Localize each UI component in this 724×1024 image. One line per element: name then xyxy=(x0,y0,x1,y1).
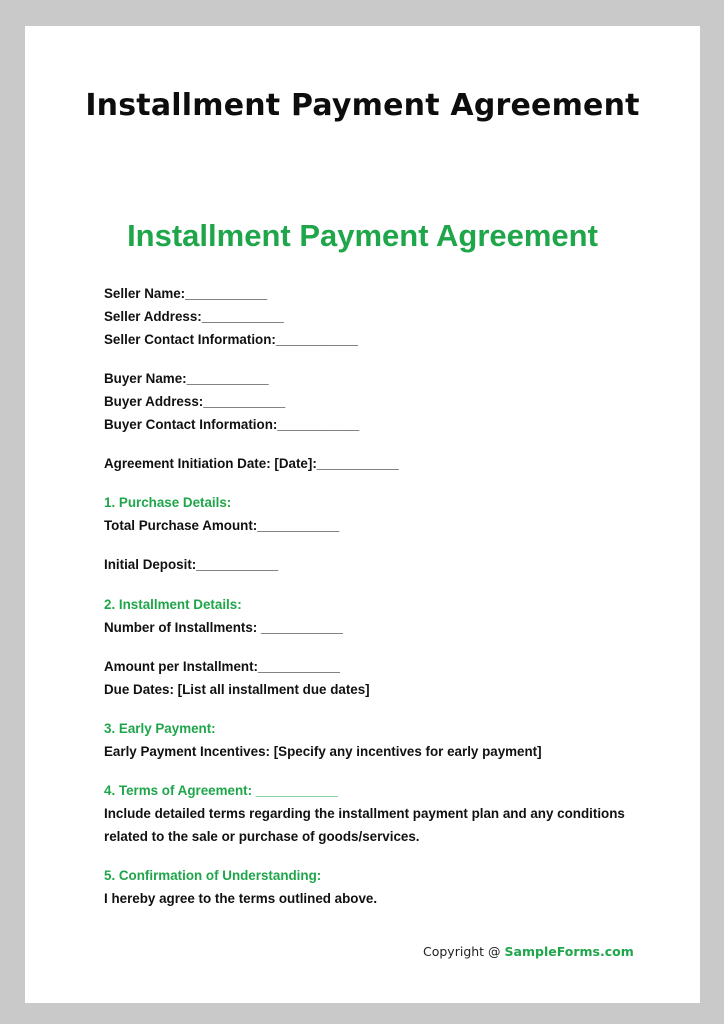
installment-details-heading: 2. Installment Details: xyxy=(104,597,242,612)
seller-name-field: Seller Name:___________ xyxy=(104,286,268,301)
total-purchase-field: Total Purchase Amount:___________ xyxy=(104,518,340,533)
confirmation-heading: 5. Confirmation of Understanding: xyxy=(104,868,322,883)
buyer-contact-field: Buyer Contact Information:___________ xyxy=(104,417,360,432)
initiation-date-field: Agreement Initiation Date: [Date]:___________ xyxy=(104,456,399,471)
due-dates-field: Due Dates: [List all installment due dates] xyxy=(104,682,370,697)
confirmation-text: I hereby agree to the terms outlined above. xyxy=(104,891,378,906)
copyright-prefix: Copyright @ xyxy=(423,944,505,959)
seller-contact-field: Seller Contact Information:___________ xyxy=(104,332,358,347)
buyer-address-field: Buyer Address:___________ xyxy=(104,394,286,409)
purchase-details-heading: 1. Purchase Details: xyxy=(104,495,232,510)
page-title: Installment Payment Agreement xyxy=(85,88,640,123)
installment-count-field: Number of Installments: ___________ xyxy=(104,620,343,635)
early-payment-heading: 3. Early Payment: xyxy=(104,721,216,736)
terms-heading: 4. Terms of Agreement: ___________ xyxy=(104,783,338,798)
amount-per-installment-field: Amount per Installment:___________ xyxy=(104,659,340,674)
seller-address-field: Seller Address:___________ xyxy=(104,309,284,324)
initial-deposit-field: Initial Deposit:___________ xyxy=(104,557,279,572)
terms-text-line-1: Include detailed terms regarding the installment payment plan and any conditions xyxy=(104,806,625,821)
early-payment-incentives-field: Early Payment Incentives: [Specify any incentives for early payment] xyxy=(104,744,542,759)
terms-text-line-2: related to the sale or purchase of goods/services. xyxy=(104,829,420,844)
copyright-notice xyxy=(423,944,634,959)
document-title: Installment Payment Agreement xyxy=(127,218,598,253)
brand-link[interactable]: SampleForms.com xyxy=(504,944,634,959)
buyer-name-field: Buyer Name:___________ xyxy=(104,371,269,386)
document-page xyxy=(25,26,700,1003)
